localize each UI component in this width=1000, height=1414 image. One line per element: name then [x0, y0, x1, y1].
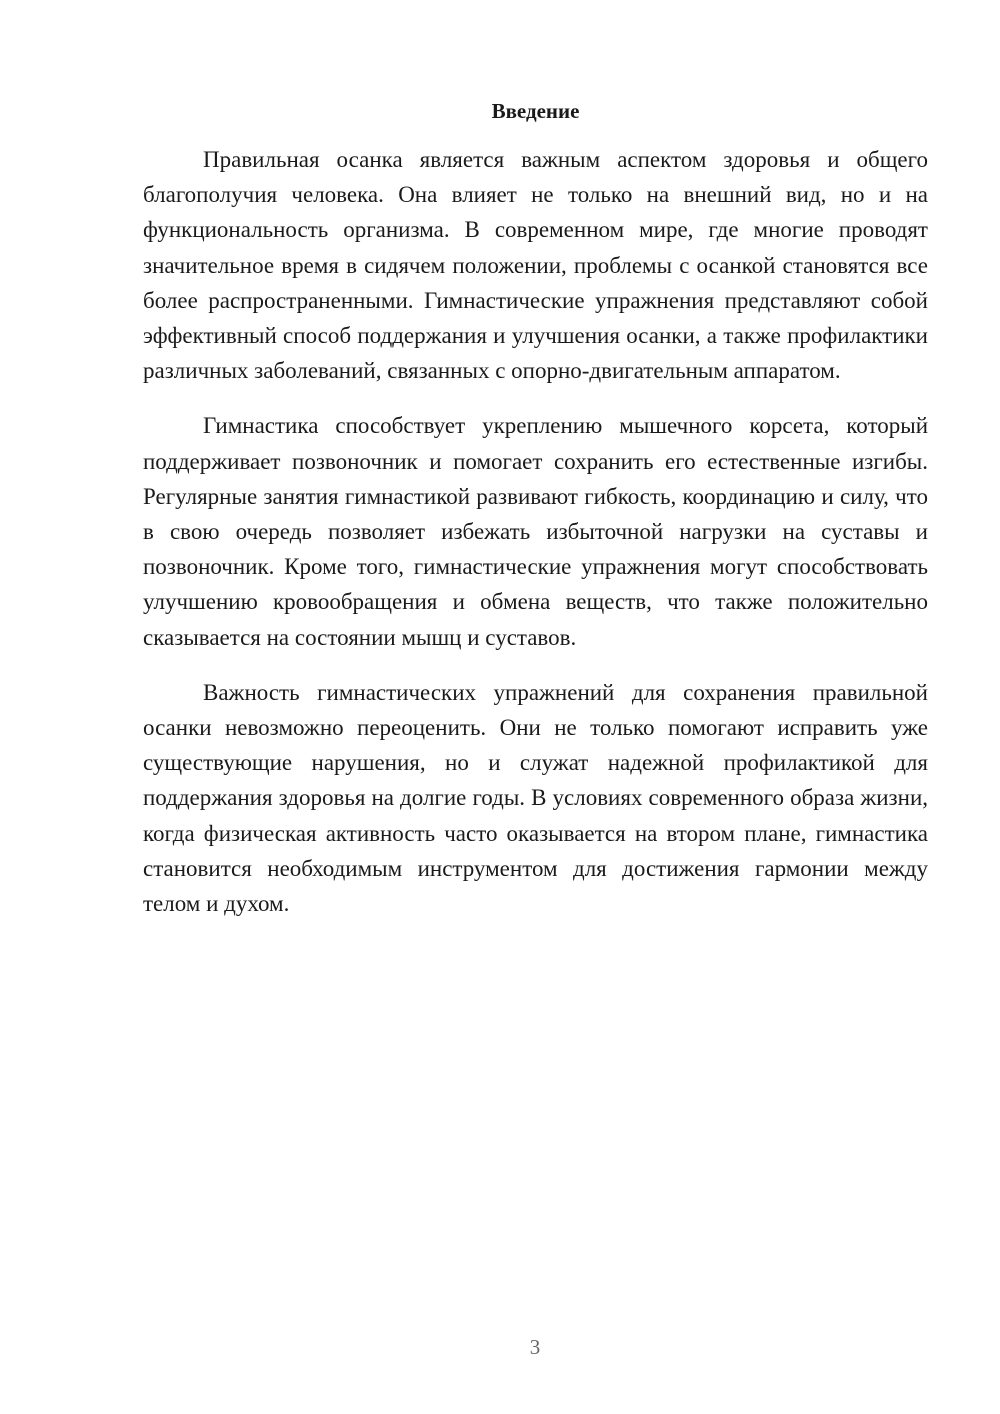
paragraph: Правильная осанка является важным аспектом здоровья и общего благополучия человека. Она влияет не только на внешний вид, но и на функциональность организма. В современном мире, где многие проводят значительное время в сидячем положении, проблемы с осанкой становятся все более распространенными. Гимнастические упражнения представляют собой эффективный способ поддержания и улучшения осанки, а также профилактики различных заболеваний, связанных с опорно-двигательным аппаратом. [143, 147, 928, 384]
paragraph: Важность гимнастических упражнений для сохранения правильной осанки невозможно переоценить. Они не только помогают исправить уже существующие нарушения, но и служат надежной профилактикой для поддержания здоровья на долгие годы. В условиях современного образа жизни, когда физическая активность часто оказывается на втором плане, гимнастика становится необходимым инструментом для достижения гармонии между телом и духом. [143, 679, 928, 917]
document-body [143, 142, 928, 921]
page-number: 3 [529, 1335, 541, 1359]
paragraph: Гимнастика способствует укреплению мышечного корсета, который поддерживает позвоночник и помогает сохранить его естественные изгибы. Регулярные занятия гимнастикой развивают гибкость, координацию и силу, что в свою очередь позволяет избежать избыточной нагрузки на суставы и позвоночник. Кроме того, гимнастические упражнения могут способствовать улучшению кровообращения и обмена веществ, что также положительно сказывается на состоянии мышц и суставов. [143, 413, 928, 650]
page-title: Введение [491, 99, 580, 123]
